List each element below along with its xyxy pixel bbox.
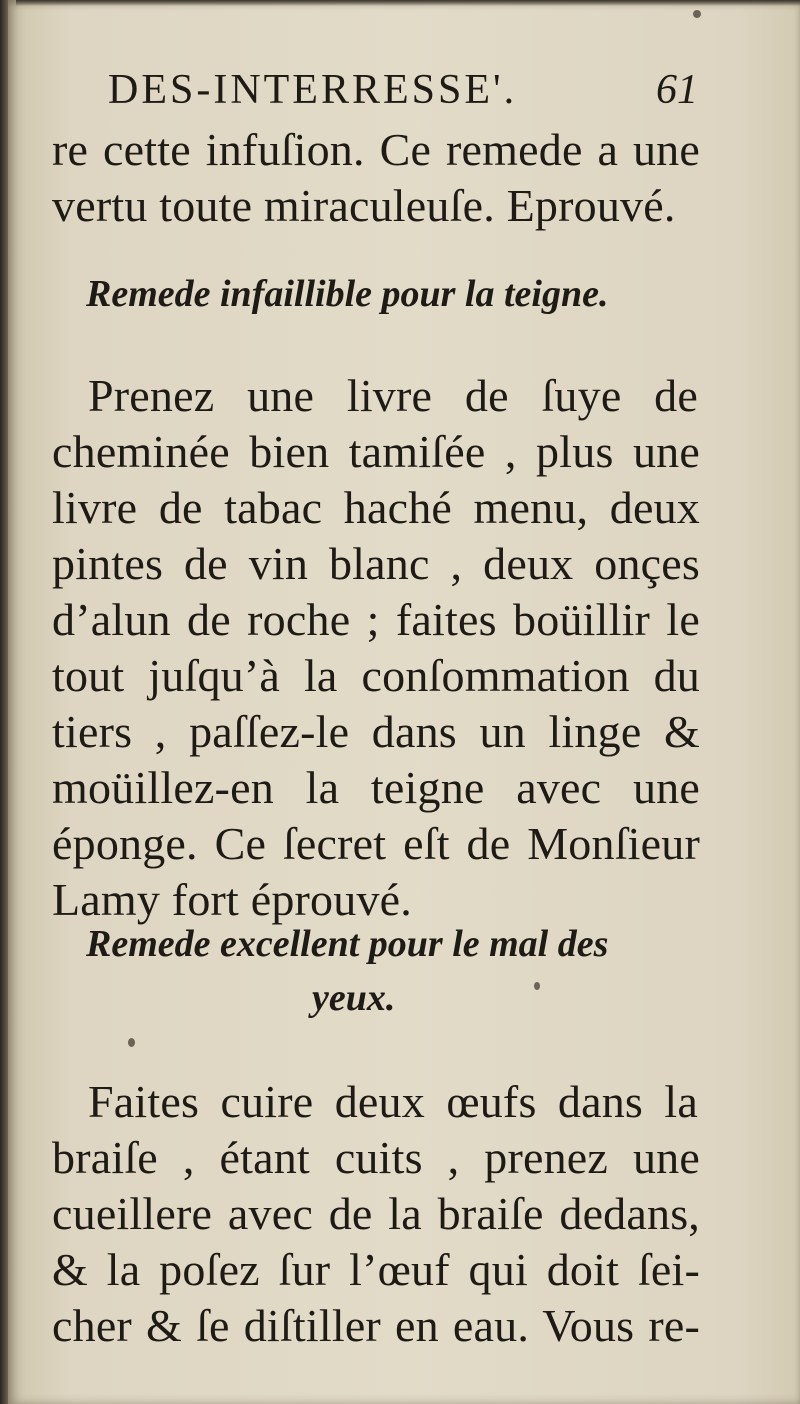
running-title: DES-INTERRESSE'. <box>108 67 518 113</box>
text-line: & la poſez ſur l’œuf qui doit ſei- <box>52 1244 700 1295</box>
text-line: éponge. Ce ſecret eſt de Monſieur <box>52 818 700 869</box>
text-line: vertu toute miraculeuſe. Eprouvé. <box>52 180 676 231</box>
text-line: cheminée bien tamiſée , plus une <box>52 426 700 477</box>
paper-speck <box>534 982 540 990</box>
text-line: d’alun de roche ; faites boüillir le <box>52 594 700 645</box>
text-line: livre de tabac haché menu, deux <box>52 482 700 533</box>
text-line: moüillez-en la teigne avec une <box>52 762 700 813</box>
running-header <box>108 62 698 118</box>
text-line: braiſe , étant cuits , prenez une <box>52 1132 700 1183</box>
section-heading: Remede excellent pour le mal des <box>86 923 609 965</box>
text-line: cher & ſe diſtiller en eau. Vous re- <box>52 1300 700 1351</box>
text-line: cueillere avec de la braiſe dedans, <box>52 1188 700 1239</box>
paper-speck <box>128 1038 135 1047</box>
text-line: re cette infuſion. Ce remede a une <box>52 124 700 175</box>
text-line: pintes de vin blanc , deux onçes <box>52 538 700 589</box>
text-line: Lamy fort éprouvé. <box>52 874 412 925</box>
page-number: 61 <box>656 67 698 113</box>
page-top-shadow <box>16 0 800 6</box>
text-line: tiers , paſſez-le dans un linge & <box>52 706 700 757</box>
section-heading: Remede infaillible pour la teigne. <box>86 273 609 315</box>
text-line: Faites cuire deux œufs dans la <box>88 1076 698 1127</box>
text-line: tout juſqu’à la conſommation du <box>52 650 700 701</box>
book-gutter <box>0 0 8 1404</box>
text-line: Prenez une livre de ſuye de <box>88 370 698 421</box>
section-heading-continued: yeux. <box>312 977 396 1019</box>
paper-speck <box>693 10 701 18</box>
